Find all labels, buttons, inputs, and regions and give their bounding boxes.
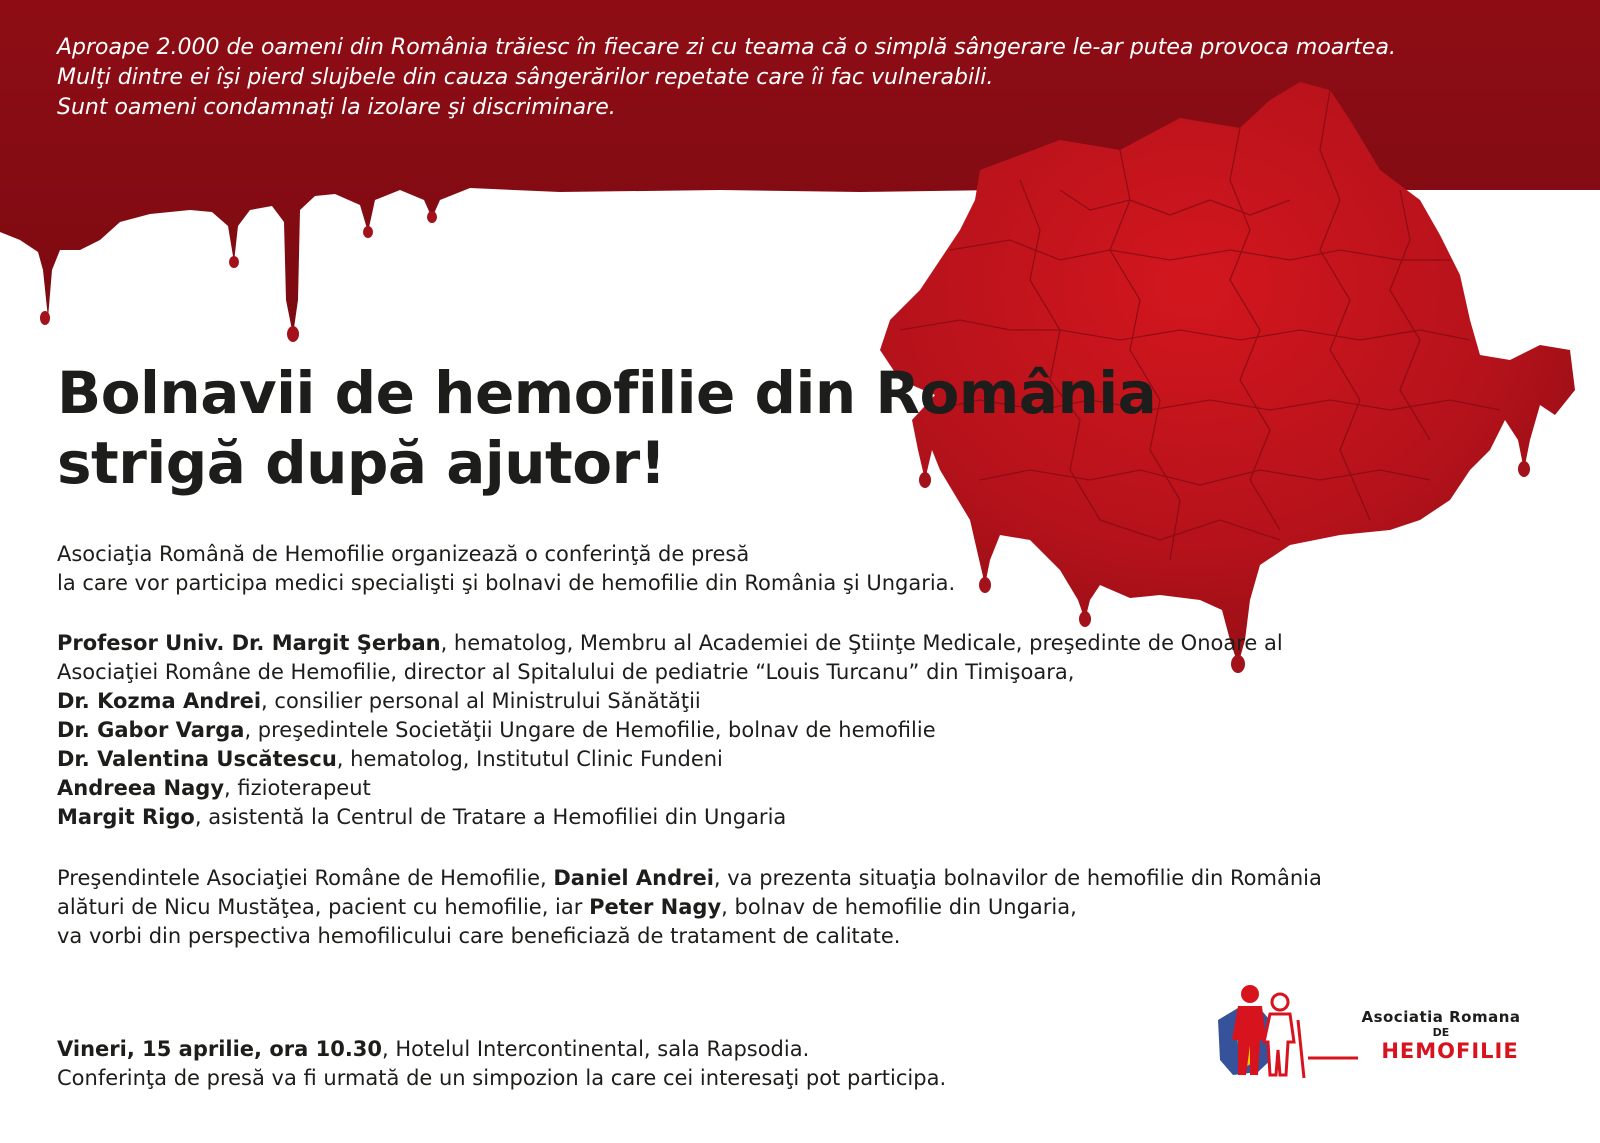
event-location: , Hotelul Intercontinental, sala Rapsodia. <box>382 1037 810 1061</box>
blood-drop <box>287 326 299 342</box>
speaker-entry <box>57 629 1517 658</box>
blood-drop <box>1518 461 1530 477</box>
speaker-desc: , fizioterapeut <box>224 776 371 800</box>
logo-text <box>1341 1008 1541 1063</box>
logo-line: DE <box>1432 1026 1450 1039</box>
intro-line: Mulţi dintre ei îşi pierd slujbele din cauza sângerărilor repetate care îi fac vulnerabili. <box>57 65 994 90</box>
intro-text <box>57 33 1577 123</box>
text-segment: , va prezenta situaţia bolnavilor de hemofilie din România <box>713 866 1322 890</box>
speaker-name: Dr. Valentina Uscătescu <box>57 747 337 771</box>
text-segment: alături de Nicu Mustăţea, pacient cu hemofilie, iar <box>57 895 590 919</box>
speaker-name: Andreea Nagy <box>57 776 225 800</box>
headline-line: Bolnavii de hemofilie din România <box>57 359 1157 427</box>
blood-drop <box>40 311 50 325</box>
speaker-name: Margit Rigo <box>57 805 195 829</box>
logo-line: HEMOFILIE <box>1381 1039 1519 1063</box>
intro-line: Aproape 2.000 de oameni din România trăiesc în fiecare zi cu teama că o simplă sângerare le-ar putea provoca moartea. <box>57 35 1396 60</box>
blood-drop <box>427 211 437 223</box>
speaker-desc: Asociaţiei Române de Hemofilie, director al Spitalului de pediatrie “Louis Turcanu” din Timişoara, <box>57 660 1075 684</box>
person-name: Daniel Andrei <box>553 866 714 890</box>
headline-line: strigă după ajutor! <box>57 429 666 497</box>
organizer-line: la care vor participa medici specialişti şi bolnavi de hemofilie din România şi Ungaria. <box>57 571 956 595</box>
speaker-desc: , consilier personal al Ministrului Sănătăţii <box>261 689 701 713</box>
speaker-entry <box>57 687 1517 716</box>
person-name: Peter Nagy <box>589 895 722 919</box>
speaker-desc: , asistentă la Centrul de Tratare a Hemofiliei din Ungaria <box>194 805 787 829</box>
speaker-desc: , hematolog, Membru al Academiei de Ştiinţe Medicale, preşedinte de Onoare al <box>440 631 1283 655</box>
intro-line: Sunt oameni condamnaţi la izolare şi discriminare. <box>57 95 616 120</box>
speaker-entry <box>57 774 1517 803</box>
text-segment: , bolnav de hemofilie din Ungaria, <box>721 895 1077 919</box>
speaker-entry <box>57 716 1517 745</box>
president-line <box>57 893 1517 922</box>
text-segment: Preşendintele Asociaţiei Române de Hemofilie, <box>57 866 554 890</box>
speaker-entry <box>57 803 1517 832</box>
headline <box>57 358 1156 498</box>
blood-drop <box>1079 611 1091 627</box>
speaker-name: Profesor Univ. Dr. Margit Şerban <box>57 631 441 655</box>
speaker-name: Dr. Kozma Andrei <box>57 689 262 713</box>
president-line: va vorbi din perspectiva hemofilicului care beneficiază de tratament de calitate. <box>57 924 901 948</box>
speaker-entry <box>57 658 1517 687</box>
speaker-entry <box>57 745 1517 774</box>
speaker-desc: , hematolog, Institutul Clinic Fundeni <box>336 747 723 771</box>
logo-line: Asociatia Romana <box>1361 1008 1521 1026</box>
speakers-list <box>57 629 1517 832</box>
blood-drop <box>229 256 239 268</box>
event-date: Vineri, 15 aprilie, ora 10.30 <box>57 1037 383 1061</box>
speaker-name: Dr. Gabor Varga <box>57 718 245 742</box>
organizer-line: Asociaţia Română de Hemofilie organizează o conferinţă de presă <box>57 542 750 566</box>
event-line: Conferinţa de presă va fi urmată de un simpozion la care cei interesaţi pot participa. <box>57 1066 947 1090</box>
speaker-desc: , preşedintele Societăţii Ungare de Hemofilie, bolnav de hemofilie <box>244 718 936 742</box>
organizer-paragraph <box>57 540 1517 598</box>
president-line <box>57 864 1517 893</box>
blood-drop <box>363 226 373 238</box>
president-paragraph <box>57 864 1517 951</box>
